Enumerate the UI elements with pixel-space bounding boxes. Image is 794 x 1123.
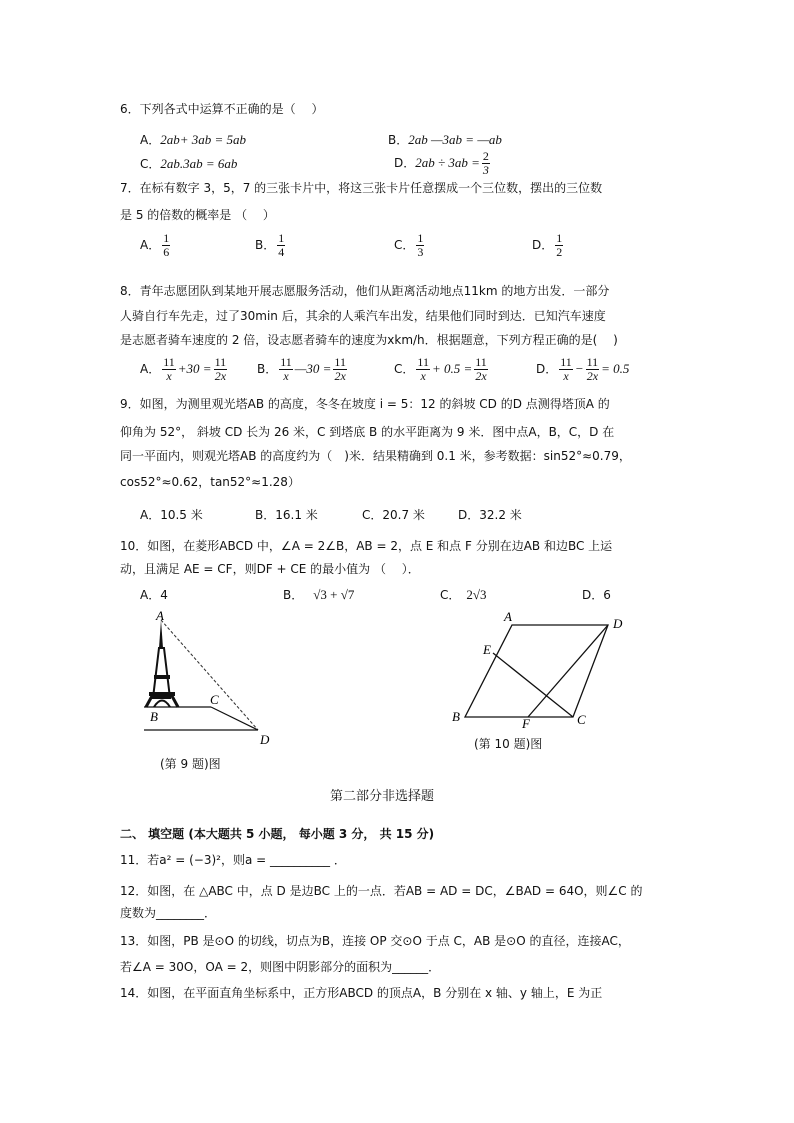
q7-line: 7．在标有数字 3，5，7 的三张卡片中，将这三张卡片任意摆成一个三位数，摆出的三位数 [120,181,603,195]
numerator: 11 [475,355,487,369]
option-label: B． [255,238,276,252]
numerator: 11 [586,355,599,369]
figure-q10-caption: (第 10 题)图 [474,737,543,751]
denominator: 3 [417,245,424,259]
question-13-line: 13．如图，PB 是⊙O 的切线，切点为B，连接 OP 交⊙O 于点 C，AB 是⊙O 的直径，连接AC， [120,934,630,948]
option-text: 16.1 米 [275,508,318,522]
option-text: 10.5 米 [160,508,203,522]
q6-stem: 6．下列各式中运算不正确的是（ ） [120,102,324,116]
q8-option-a [140,356,229,383]
q7-option-d [532,232,565,259]
numerator: 2 [482,149,489,163]
q9-option-b [255,506,318,523]
option-label: D． [536,362,558,376]
q6-option-d [394,150,492,177]
option-text: 32.2 米 [479,508,522,522]
rhombus-abcd [465,625,608,717]
option-text: 4 [160,588,168,602]
tower-arch [154,701,170,708]
option-label: D． [394,156,416,170]
option-label: A． [140,362,161,376]
option-label: D． [532,238,554,252]
q6-option-a [140,131,246,148]
q8-line: 是志愿者骑车速度的 2 倍，设志愿者骑车的速度为xkm/h．根据题意，下列方程正确的是( ) [120,333,618,347]
q10-option-d [582,586,611,603]
denominator: 4 [278,245,285,259]
numerator: 11 [560,355,572,369]
denominator: 2x [586,369,599,383]
option-label: C． [362,508,383,522]
option-expr: 2ab+ 3ab = 5ab [160,132,247,147]
q7-option-a [140,232,172,259]
fraction [277,232,285,259]
sight-line [161,620,258,730]
question-11: 11．若a² = (−3)²，则a = __________ ． [120,853,346,867]
option-label: C． [394,362,415,376]
q8-line: 8．青年志愿团队到某地开展志愿服务活动，他们从距离活动地点11km 的地方出发．一部分 [120,284,610,298]
q9-option-a [140,506,203,523]
option-label: B． [255,508,276,522]
numerator: 1 [278,231,285,245]
fraction [162,356,176,383]
fraction [482,150,490,177]
q9-line: 9．如图，为测里观光塔AB 的高度，冬冬在坡度 i = 5：12 的斜坡 CD 的D 点测得塔顶A 的 [120,397,610,411]
fraction [416,232,424,259]
denominator: 6 [163,245,170,259]
option-text: 20.7 米 [382,508,425,522]
operator: —30 = [294,361,332,376]
question-14: 14．如图，在平面直角坐标系中，正方形ABCD 的顶点A，B 分别在 x 轴、y 轴上，E 为正 [120,986,603,1000]
option-label: B． [388,133,409,147]
q10-option-a [140,586,168,603]
option-label: A． [140,133,161,147]
label-a: A [504,609,512,624]
denominator: x [563,369,569,383]
q6-option-b [388,131,502,148]
q9-option-d [458,506,522,523]
option-text: 6 [603,588,611,602]
option-label: C． [440,588,461,602]
numerator: 1 [163,231,170,245]
numerator: 11 [280,355,292,369]
figure-q10-rhombus [448,608,628,728]
option-label: C． [140,157,161,171]
numerator: 11 [334,355,346,369]
option-expr: 2ab.3ab = 6ab [160,156,238,171]
equals-value: = 0.5 [601,361,630,376]
fraction [162,232,170,259]
label-b: B [452,709,460,724]
question-13-line: 若∠A = 30O，OA = 2，则图中阴影部分的面积为______． [120,960,441,974]
q8-option-c [394,356,490,383]
fraction [555,232,563,259]
q10-option-c [440,586,487,603]
figure-q9-tower [140,608,280,748]
slope-cd [211,707,258,730]
section2-heading: 二、 填空题 (本大题共 5 小题， 每小题 3 分， 共 15 分) [120,827,435,841]
label-c: C [210,692,219,707]
label-b: B [150,709,158,724]
numerator: 11 [163,355,175,369]
q8-option-d [536,356,629,383]
option-label: D． [582,588,604,602]
q8-option-b [257,356,349,383]
q10-line: 动，且满足 AE = CF，则DF + CE 的最小值为 （ ）． [120,562,420,576]
denominator: x [166,369,172,383]
numerator: 11 [417,355,429,369]
q8-line: 人骑自行车先走，过了30min 后，其余的人乘汽车出发，结果他们同时到达．已知汽车速度 [120,309,606,323]
question-12-line: 12．如图，在 △ABC 中，点 D 是边BC 上的一点．若AB = AD = DC，∠BAD = 64O，则∠C 的 [120,884,643,898]
option-text: 2√3 [466,587,487,602]
fraction [416,356,430,383]
denominator: 2x [475,369,487,383]
option-expr: 2ab ÷ 3ab = [415,155,480,170]
numerator: 11 [214,355,227,369]
q9-line: 同一平面内，则观光塔AB 的高度约为（ )米．结果精确到 0.1 米，参考数据：sin52°≈0.79， [120,449,631,463]
q10-option-b [283,586,354,603]
denominator: 3 [482,163,489,177]
q9-line: cos52°≈0.62，tan52°≈1.28） [120,475,300,489]
tower-spire [159,620,163,648]
denominator: x [420,369,426,383]
label-f: F [522,716,530,728]
label-d: D [613,616,623,631]
option-label: A． [140,588,161,602]
q7-option-b [255,232,287,259]
segment-ce [493,653,573,717]
fraction [586,356,600,383]
option-expr: 2ab —3ab = —ab [408,132,502,147]
option-label: A． [140,508,161,522]
q9-option-c [362,506,425,523]
denominator: 2x [214,369,227,383]
fraction [279,356,293,383]
denominator: 2 [556,245,563,259]
option-label: A． [140,238,161,252]
segment-df [528,625,608,717]
option-label: B． [283,588,304,602]
option-text: √3 + √7 [313,587,355,602]
q10-line: 10．如图，在菱形ABCD 中，∠A = 2∠B，AB = 2，点 E 和点 F 分别在边AB 和边BC 上运 [120,539,613,553]
fraction [559,356,573,383]
tower-platform [154,675,170,679]
label-a: A [156,608,164,623]
q7-option-c [394,232,426,259]
question-12-line: 度数为________． [120,906,217,920]
q6-option-c [140,155,237,172]
option-label: B． [257,362,278,376]
label-c: C [577,712,586,727]
label-e: E [483,642,491,657]
part2-title: 第二部分非选择题 [330,789,435,804]
numerator: 1 [417,231,424,245]
tower-body [153,648,170,698]
option-label: C． [394,238,415,252]
numerator: 1 [556,231,563,245]
operator: +30 = [177,361,212,376]
fraction [333,356,347,383]
fraction [474,356,488,383]
operator: + 0.5 = [431,361,473,376]
q9-line: 仰角为 52°， 斜坡 CD 长为 26 米，C 到塔底 B 的水平距离为 9 米．图中点A，B，C，D 在 [120,425,615,439]
denominator: x [283,369,289,383]
figure-q9-caption: (第 9 题)图 [160,757,221,771]
q7-line: 是 5 的倍数的概率是 （ ） [120,208,275,222]
option-label: D． [458,508,480,522]
denominator: 2x [334,369,346,383]
operator: − [574,361,584,376]
fraction [214,356,228,383]
label-d: D [260,732,270,747]
